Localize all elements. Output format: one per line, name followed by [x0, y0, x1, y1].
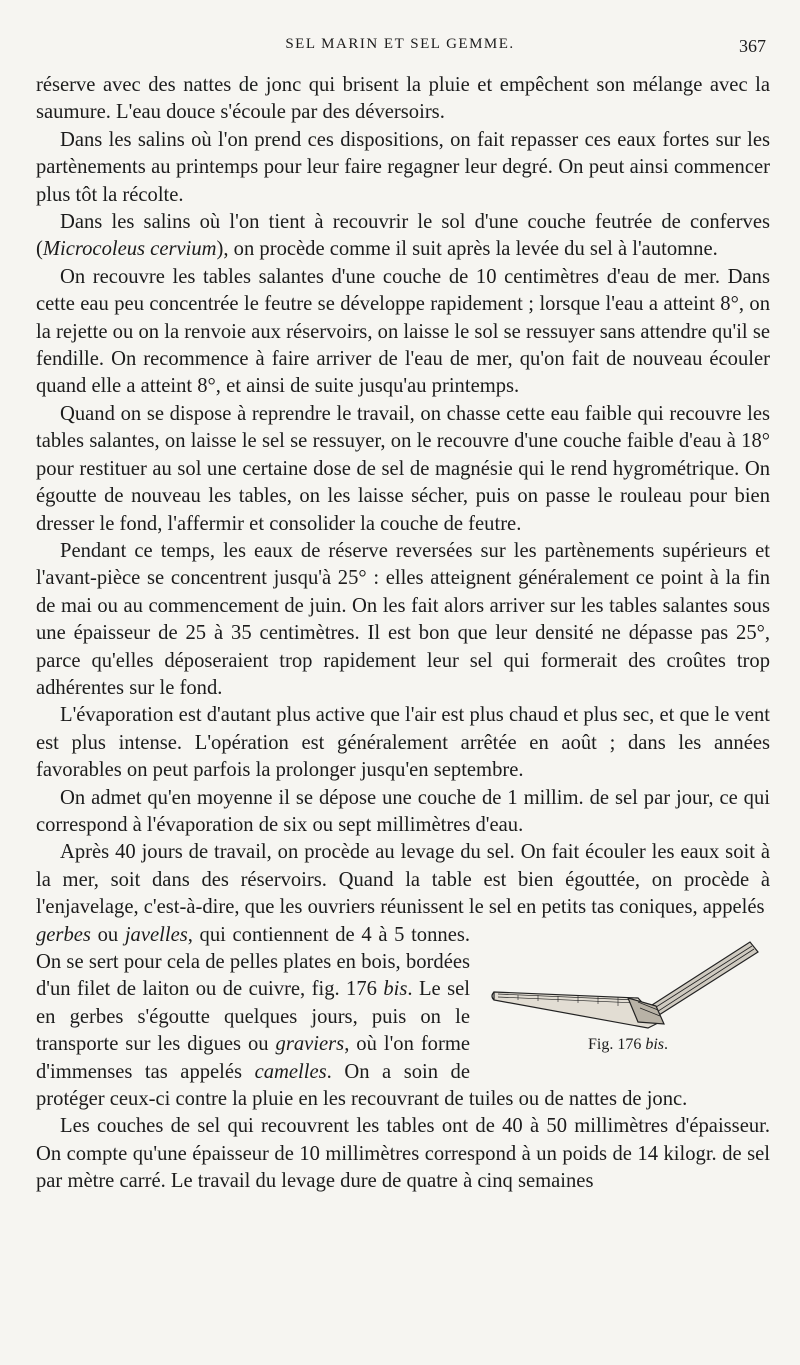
paragraph: [36, 209, 770, 264]
paragraph: Dans les salins où l'on prend ces dispositions, on fait repasser ces eaux fortes sur les partènements au printemps pour leur faire regagner leur degré. On peut ainsi commencer plus tôt la récolte.: [36, 128, 770, 206]
figure-176-bis: [480, 926, 776, 1076]
caption-italic: bis: [645, 1035, 664, 1053]
text-run: . Le sel en gerbes s'égoutte quelques jours, puis on le transporte sur les digues ou: [36, 978, 470, 1056]
term: bis: [383, 978, 408, 1001]
body-text: [36, 72, 770, 1196]
running-header: [0, 34, 800, 60]
text-run: Après 40 jours de travail, on procède au levage du sel. On fait écouler les eaux soit à la mer, soit dans des réservoirs. Quand la table est bien égouttée, on procède à l'enjavelage, c'est-à-dire, que les ouvriers réunissent le sel en petits tas coniques, appelés: [36, 841, 770, 919]
paragraph: Les couches de sel qui recouvrent les tables ont de 40 à 50 millimètres d'épaisseur. On compte qu'une épaisseur de 10 millimètres correspond à un poids de 14 kilogr. de sel par mètre carré. Le travail du levage dure de quatre à cinq semaines: [36, 1115, 770, 1193]
text-run: ), on procède comme il suit après la levée du sel à l'automne.: [216, 238, 718, 261]
paragraph: Pendant ce temps, les eaux de réserve reversées sur les partènements supérieurs et l'avant-pièce se concentrent jusqu'à 25° : elles atteignent généralement ce point à la fin de mai ou au commencement de juin. On les fait alors arriver sur les tables salantes sous une épaisseur de 25 à 35 centimètres. Il est bon que leur densité ne dépasse pas 25°, parce qu'elles déposeraient trop rapidement leur sel qui formerait des croûtes trop adhérentes sur le fond.: [36, 539, 770, 699]
running-title: SEL MARIN ET SEL GEMME.: [285, 36, 515, 52]
term: camelles: [254, 1060, 327, 1083]
figure-caption: [480, 1036, 776, 1054]
text-run: ou: [90, 923, 125, 946]
paragraph: Quand on se dispose à reprendre le travail, on chasse cette eau faible qui recouvre les tables salantes, on laisse le sel se ressuyer, on le recouvre d'une couche faible d'eau à 18° pour restituer au sol une certaine dose de sel de magnésie qui le rend hygrométrique. On égoutte de nouveau les tables, on les laisse sécher, puis on passe le rouleau pour bien dresser le fond, l'affermir et consolider la couche de feutre.: [36, 402, 770, 535]
paragraph: réserve avec des nattes de jonc qui brisent la pluie et empêchent son mélange avec la saumure. L'eau douce s'écoule par des déversoirs.: [36, 74, 770, 124]
species-name: Microcoleus cervium: [42, 238, 217, 261]
term: graviers: [275, 1033, 345, 1056]
text-run: , où l'on forme d'immenses tas appelés: [36, 1033, 470, 1083]
paragraph: L'évaporation est d'autant plus active que l'air est plus chaud et plus sec, et que le vent est plus intense. L'opération est généralement arrêtée en août ; dans les années favorables on peut parfois la prolonger jusqu'en septembre.: [36, 704, 770, 782]
paragraph: On admet qu'en moyenne il se dépose une couche de 1 millim. de sel par jour, ce qui correspond à l'évaporation de six ou sept millimètres d'eau.: [36, 786, 770, 836]
salt-shovel-illustration: [488, 936, 764, 1036]
caption-text: Fig. 176: [587, 1035, 646, 1053]
paragraph: On recouvre les tables salantes d'une couche de 10 centimètres d'eau de mer. Dans cette eau peu concentrée le feutre se développe rapidement ; lorsque l'eau a atteint 8°, on la rejette ou on la renvoie aux réservoirs, on laisse le sol se ressuyer sans attendre qu'il se fendille. On recommence à faire arriver de l'eau de mer, qu'on fait de nouveau écouler quand elle a atteint 8°, et ainsi de suite jusqu'au printemps.: [36, 265, 770, 398]
term: javelles: [124, 923, 188, 946]
text-run: . On a soin de protéger ceux-ci contre la pluie en les recouvrant de tuiles ou de nattes de jonc.: [36, 1060, 688, 1111]
caption-end: .: [664, 1035, 668, 1053]
term: gerbes: [36, 923, 91, 946]
text-run: Dans les salins où l'on tient à recouvrir le sol d'une couche feutrée de conferves (: [36, 211, 770, 261]
text-run: , qui contiennent de 4 à 5 tonnes. On se sert pour cela de pelles plates en bois, bordées d'un filet de laiton ou de cuivre, fig. 176: [36, 923, 470, 1001]
page-number: 367: [739, 36, 766, 56]
